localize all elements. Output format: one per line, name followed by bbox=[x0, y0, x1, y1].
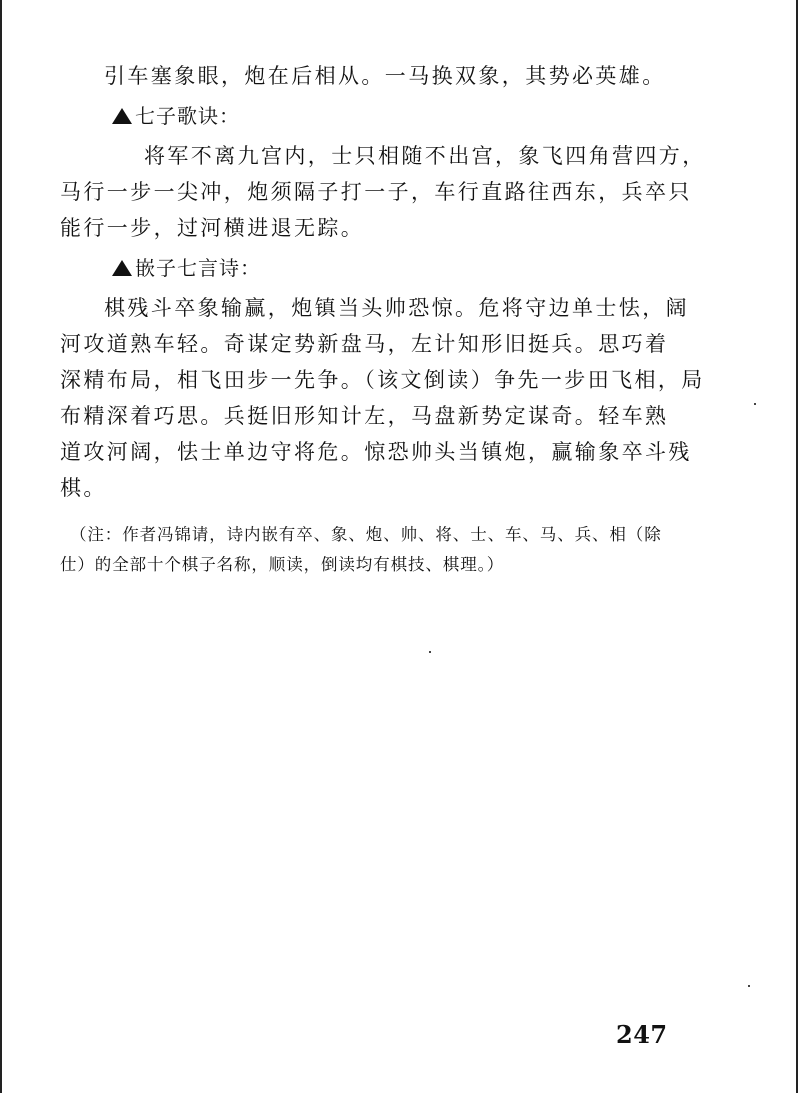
poem-line: 道攻河阔，怯士单边守将危。惊恐帅头当镇炮，赢输象卒斗残 bbox=[60, 440, 692, 464]
section-heading-text: 七子歌诀： bbox=[135, 104, 240, 128]
page-number: 247 bbox=[616, 1020, 668, 1049]
poem-line: 棋。 bbox=[60, 476, 107, 500]
scan-speck bbox=[429, 651, 431, 653]
poem-line: 棋残斗卒象输赢，炮镇当头帅恐惊。危将守边单士怯，阔 bbox=[104, 296, 689, 320]
paragraph-line: 将军不离九宫内，士只相随不出宫，象飞四角营四方， bbox=[144, 144, 706, 168]
scan-speck bbox=[754, 403, 756, 405]
page-body bbox=[60, 58, 706, 580]
section-heading-seven-pieces bbox=[60, 96, 700, 136]
poem-line: 河攻道熟车轻。奇谋定势新盘马，左计知形旧挺兵。思巧着 bbox=[60, 332, 669, 356]
section-heading-embedded-poem bbox=[60, 248, 700, 288]
triangle-bullet-icon bbox=[112, 260, 132, 276]
scan-speck bbox=[748, 985, 750, 987]
footnote-line: 仕）的全部十个棋子名称，顺读，倒读均有棋技、棋理。） bbox=[60, 555, 505, 574]
footnote-line: （注：作者冯锦请，诗内嵌有卒、象、炮、帅、将、士、车、马、兵、相（除 bbox=[70, 525, 662, 544]
verse-line: 引车塞象眼，炮在后相从。一马换双象，其势必英雄。 bbox=[104, 64, 666, 88]
poem-line: 深精布局，相飞田步一先争。（该文倒读）争先一步田飞相，局 bbox=[60, 368, 705, 392]
triangle-bullet-icon bbox=[112, 108, 132, 124]
paragraph-line: 能行一步，过河横进退无踪。 bbox=[60, 216, 365, 240]
poem-line: 布精深着巧思。兵挺旧形知计左，马盘新势定谋奇。轻车熟 bbox=[60, 404, 669, 428]
paragraph-line: 马行一步一尖冲，炮须隔子打一子，车行直路往西东，兵卒只 bbox=[60, 180, 692, 204]
section-heading-text: 嵌子七言诗： bbox=[135, 256, 261, 280]
